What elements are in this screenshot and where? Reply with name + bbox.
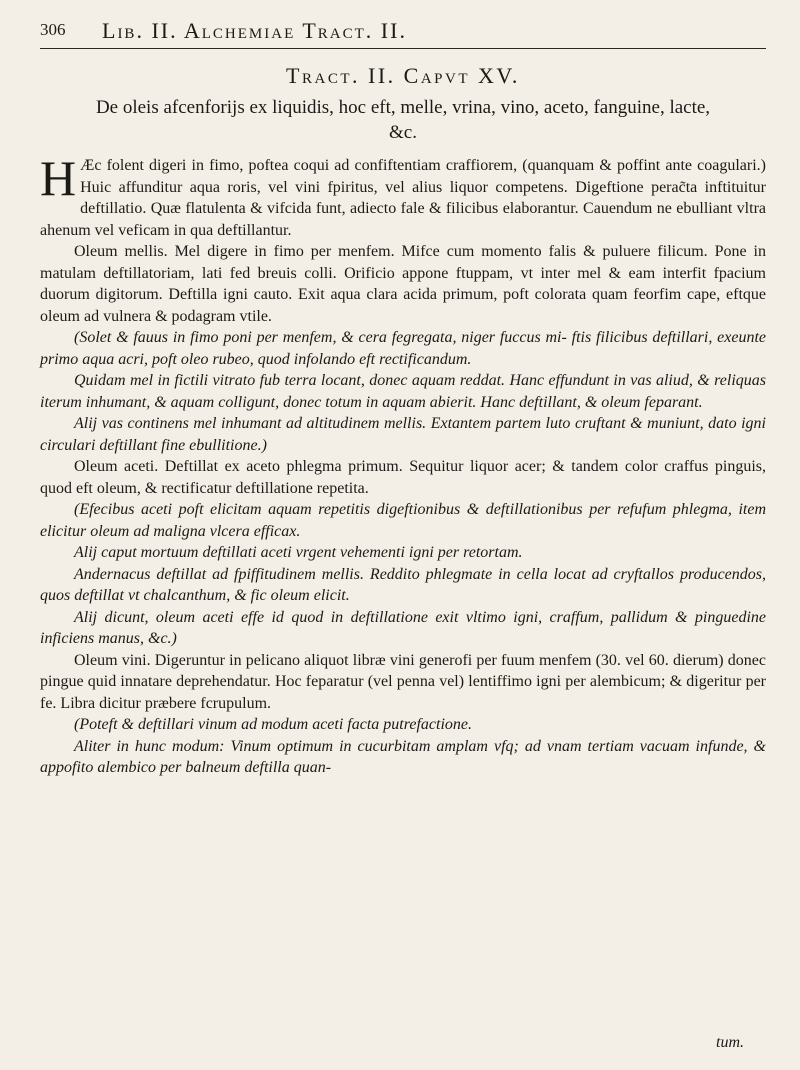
paragraph-note-alij-dicunt: Alij dicunt, oleum aceti effe id quod in deftillatione exit vltimo igni, craffum, pallidum & pinguedine inficiens manus, &c.)	[40, 608, 766, 647]
paragraph-note-favus: (Solet & fauus in fimo poni per menfem, & cera fegregata, niger fuccus mi- ftis filicibus deftillari, exeunte primo aqua acri, poft oleo rubeo, quod infolando eft rectificandum.	[40, 329, 766, 368]
paragraph-intro: Æc folent digeri in fimo, poftea coqui ad confiftentiam craffiorem, (quanquam & poffint ante coagulari.) Huic affunditur aqua roris, vel vini fpiritus, vel alius liquor competens. Digeftione perac̃ta inftituitur deftillatio. Quæ flatulenta & vifcida funt, adiecto fale & filicibus elaborantur. Cauendum ne ebulliant vltra ahenum vel veficam in qua deftillantur.	[40, 157, 766, 239]
paragraph-oleum-vini: Oleum vini. Digeruntur in pelicano aliquot libræ vini generofi per fuum menfem (30. vel 60. dierum) donec pingue quid innatare deprehendatur. Hoc feparatur (vel penna vel) lentiffimo igni per alembicum; & digeritur per fe. Libra dicitur præbere fcrupulum.	[40, 651, 766, 712]
chapter-heading: Tract. II. Capvt XV.	[286, 63, 520, 88]
paragraph-note-potest: (Poteft & deftillari vinum ad modum aceti facta putrefactione.	[74, 716, 472, 733]
paragraph-note-fecibus: (Efecibus aceti poft elicitam aquam repetitis digeftionibus & deftillationibus per refufum phlegma, item elicitur oleum ad maligna vlcera efficax.	[40, 501, 766, 540]
body-text	[40, 150, 766, 779]
catchword: tum.	[716, 1034, 744, 1051]
drop-cap-initial: H	[40, 150, 77, 206]
paragraph-note-aliter: Aliter in hunc modum: Vinum optimum in cucurbitam amplam vfq; ad vnam tertiam vacuam infunde, & appofito alembico per balneum deftilla quan-	[40, 737, 766, 776]
running-head	[40, 18, 766, 49]
paragraph-note-andernacus: Andernacus deftillat ad fpiffitudinem mellis. Reddito phlegmate in cella locat ad cryftallos producendos, quos deftillat vt chalcanthum, & fic oleum elicit.	[40, 565, 766, 604]
page-number: 306	[40, 20, 66, 39]
running-head-title: Lib. II. Alchemiae Tract. II.	[102, 18, 407, 43]
paragraph-oleum-mellis: Oleum mellis. Mel digere in fimo per menfem. Mifce cum momento falis & puluere filicum. Pone in matulam deftillatoriam, lati fed breuis colli. Orificio appone ftuppam, vt inter mel & eam interfit fpacium duorum digitorum. Deftilla igni cauto. Exit aqua clara acida primum, poft colorata quam feorfim cape, eftque oleum ad vulnera & podagram vtile.	[40, 243, 766, 325]
paragraph-note-caput-mortuum: Alij caput mortuum deftillati aceti vrgent vehementi igni per retortam.	[74, 544, 523, 561]
paragraph-note-alij-vas: Alij vas continens mel inhumant ad altitudinem mellis. Extantem partem luto cruftant & muniunt, dato igni circulari deftillant fine ebullitione.)	[40, 415, 766, 454]
paragraph-note-quidam: Quidam mel in fictili vitrato fub terra locant, donec aquam reddat. Hanc effundunt in vas aliud, & reliquas iterum inhumant, & aquam colligunt, donec totum in aquam abierit. Hanc deftillant, & oleum feparant.	[40, 372, 766, 411]
paragraph-oleum-aceti: Oleum aceti. Deftillat ex aceto phlegma primum. Sequitur liquor acer; & tandem color craffus pinguis, quod eft oleum, & rectificatur deftillatione repetita.	[40, 458, 766, 497]
chapter-subtitle: De oleis afcenforijs ex liquidis, hoc eft, melle, vrina, vino, aceto, fanguine, lacte, &c.	[95, 97, 711, 143]
